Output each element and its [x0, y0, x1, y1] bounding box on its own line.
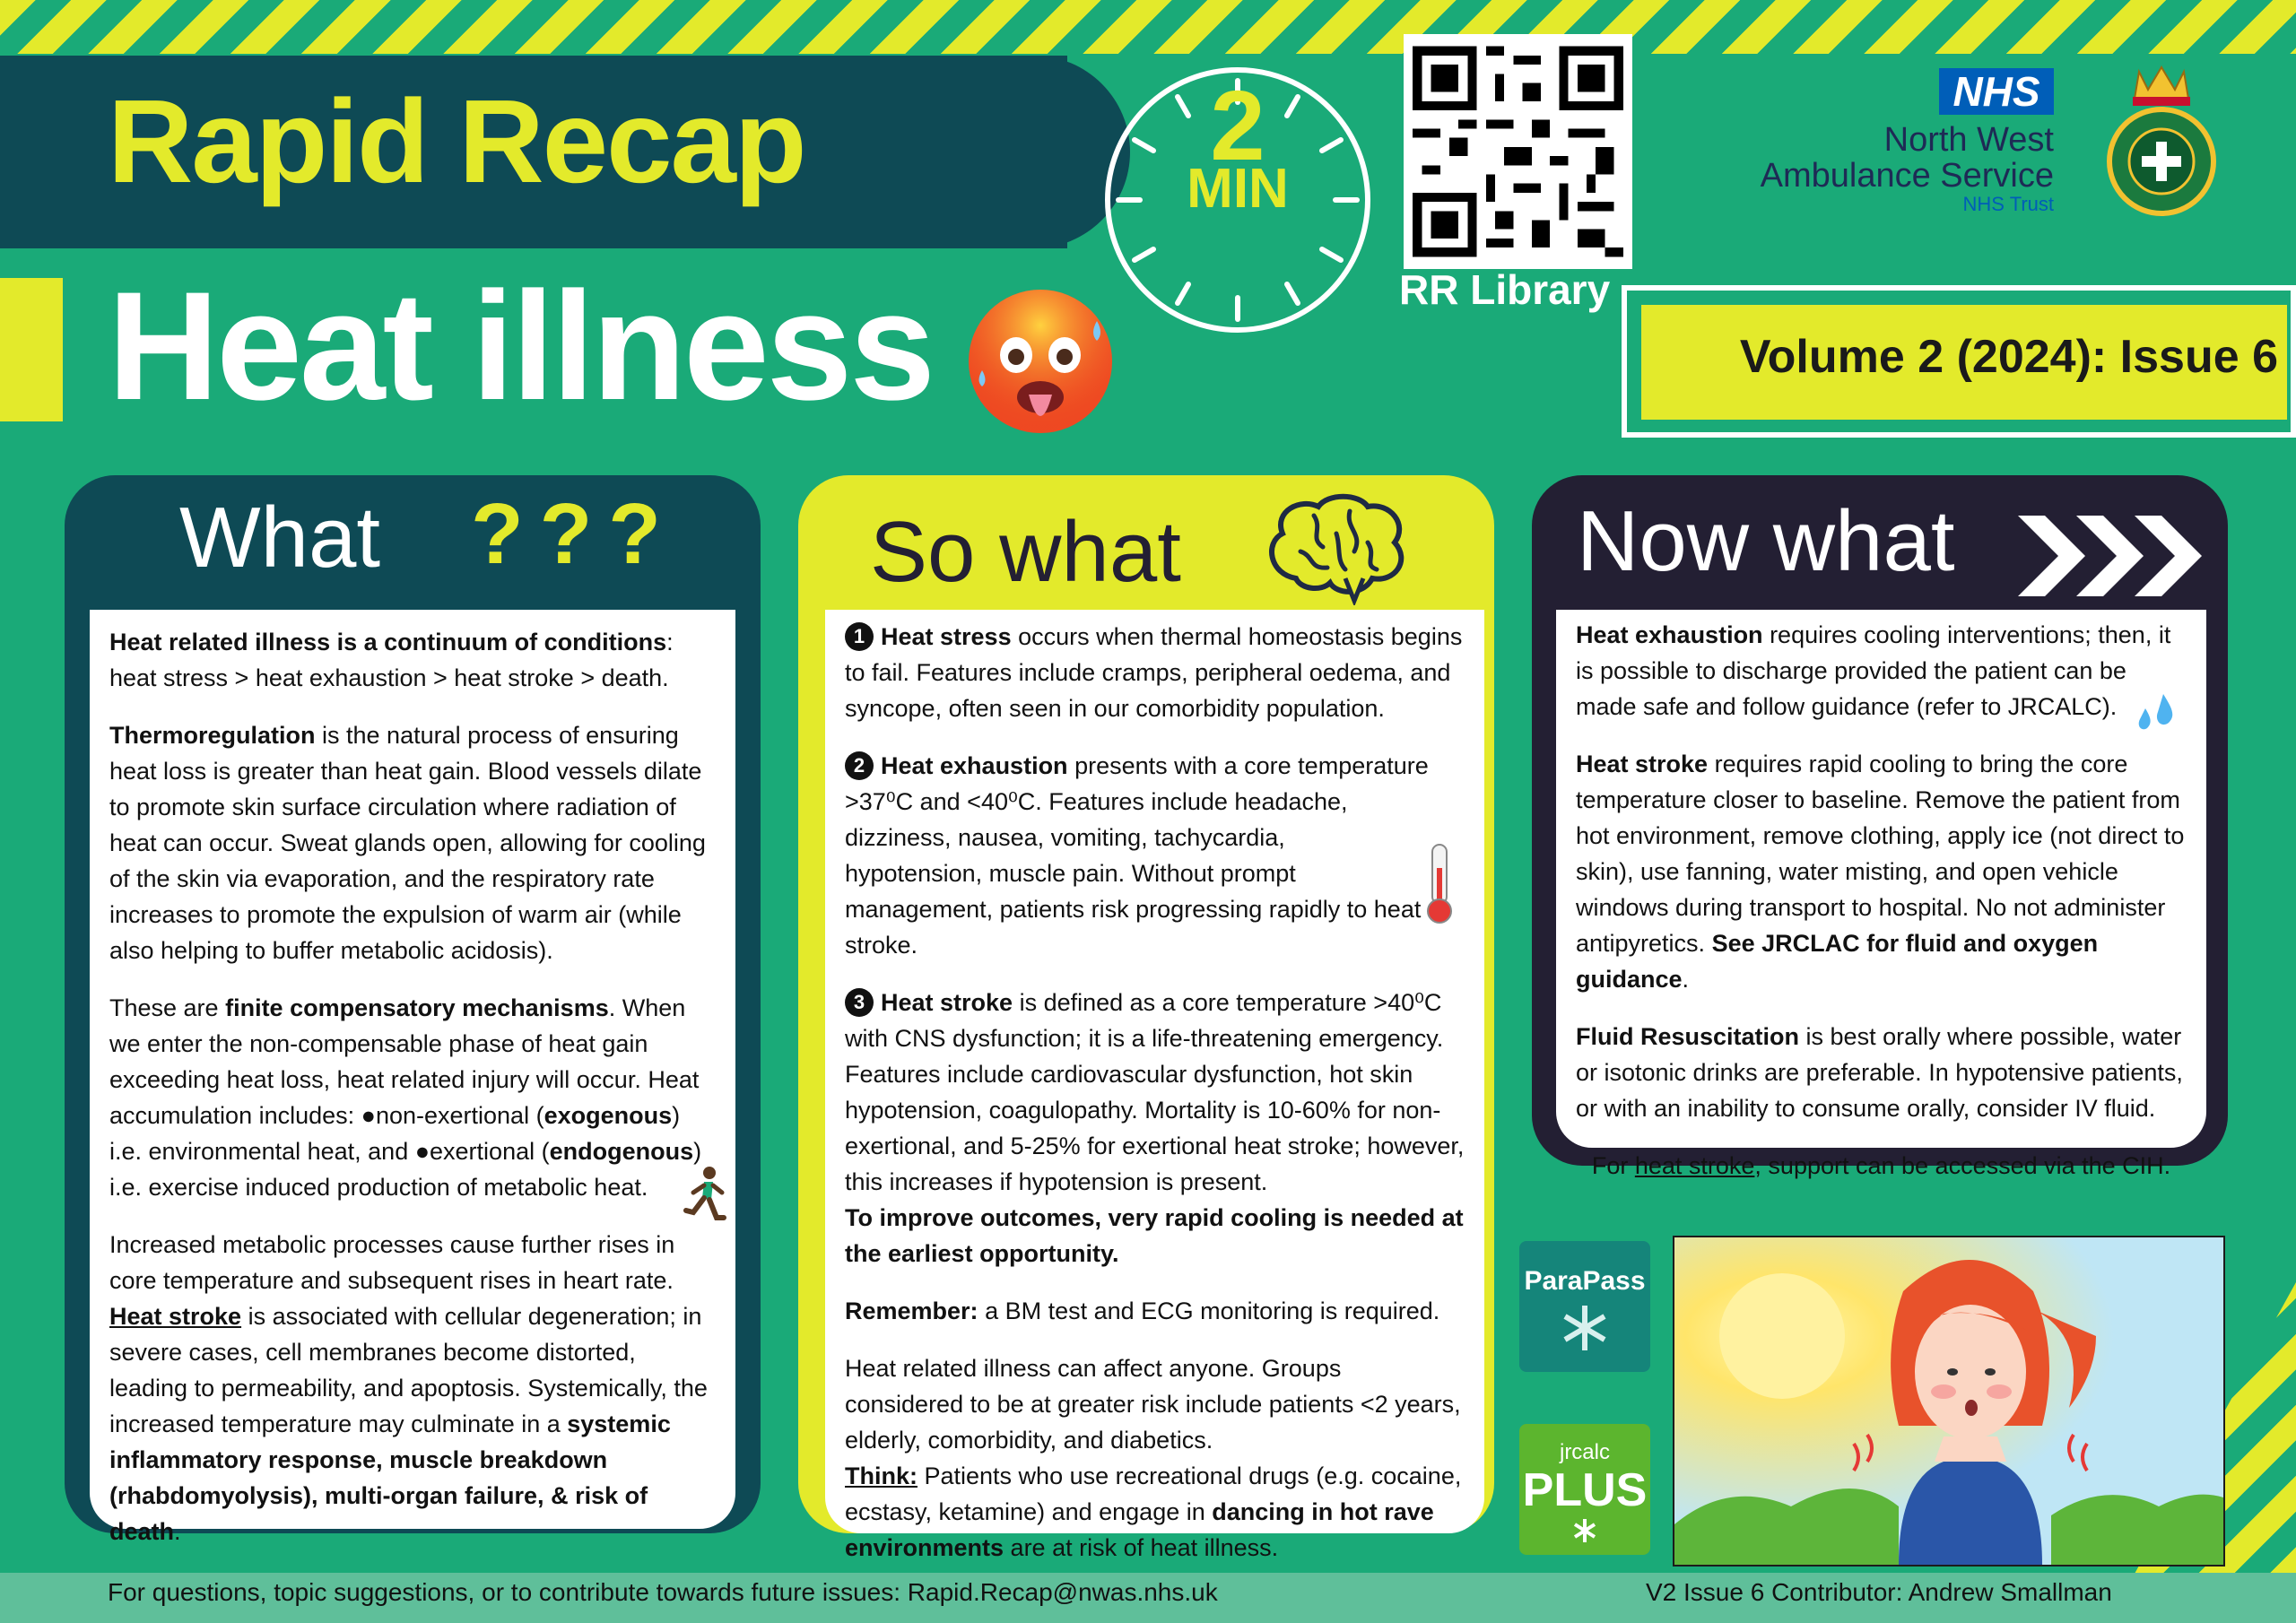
jrcalc-plus-logo[interactable] — [1519, 1424, 1650, 1555]
what-body — [90, 610, 735, 1545]
org-trust: NHS Trust — [1962, 193, 2054, 215]
runner-icon — [677, 1166, 731, 1228]
cih-para: For heat stroke, support can be accessed via the CIH. — [1591, 1152, 2171, 1179]
parapass-logo[interactable] — [1519, 1241, 1650, 1372]
number-2-icon: 2 — [845, 751, 874, 780]
number-3-icon: 3 — [845, 988, 874, 1017]
heat-illustration — [1673, 1236, 2225, 1567]
qr-caption: RR Library — [1399, 266, 1611, 313]
timer-unit: MIN — [1187, 158, 1289, 220]
volume-label: Volume 2 (2024): Issue 6 — [1739, 331, 2278, 383]
qr-code[interactable] — [1404, 34, 1632, 269]
footer-contributor: V2 Issue 6 Contributor: Andrew Smallman — [1646, 1578, 2112, 1606]
now-what-heading: Now what — [1577, 493, 1955, 589]
crest-icon — [2099, 54, 2224, 224]
now-what-body — [1556, 610, 2206, 1179]
question-marks: ??? — [471, 486, 677, 582]
what-para-3: These are finite compensatory mechanisms. When we enter the non-compensable phase of heat gain exceeding heat loss, heat related injury will occur. Heat accumulation includes: ●non-exertional (exogenous) i.e. environmental heat, and ●exertional (endogenous) i.e. exercise induced production of metabolic heat. — [109, 994, 702, 1201]
heat-stroke-link[interactable]: heat stroke — [1634, 1152, 1755, 1179]
hot-face-emoji — [964, 285, 1117, 438]
so-what-heading: So what — [870, 504, 1181, 600]
brain-icon — [1260, 489, 1413, 605]
groups-para: Heat related illness can affect anyone. Groups considered to be at greater risk include patients <2 years, elderly, comorbidity, and diabetics. Think: Patients who use recreational drugs (e.g. cocaine, ecstasy, ketamine) and engage in dancing in hot rave environments are at risk of heat illness. — [845, 1355, 1462, 1561]
nhs-logo: NHS — [1939, 68, 2054, 115]
so-what-body — [825, 610, 1484, 1561]
heat-exhaustion-para: 2 Heat exhaustion presents with a core temperature >37⁰C and <40⁰C. Features include headache, dizziness, nausea, vomiting, tachycardia, hypotension, muscle pain. Without prompt management, patients risk progressing rapidly to heat stroke. — [845, 752, 1429, 959]
page-title: Heat illness — [108, 260, 933, 432]
org-name-line1: North West — [1883, 121, 2054, 159]
number-1-icon: 1 — [845, 622, 874, 651]
footer-contact: For questions, topic suggestions, or to contribute towards future issues: Rapid.Recap@nwas.nhs.uk — [108, 1578, 1218, 1606]
star-of-life-icon — [1519, 1297, 1650, 1359]
star-of-life-icon — [1519, 1515, 1650, 1546]
timer-number: 2 — [1210, 71, 1265, 181]
remember-para: Remember: a BM test and ECG monitoring is required. — [845, 1298, 1440, 1324]
heat-stroke-action: Heat stroke requires rapid cooling to bring the core temperature closer to baseline. Remove the patient from hot environment, remove clothing, apply ice (not direct to skin), use fanning, water misting, and open vehicle windows during transport to hospital. No not administer antipyretics. See JRCLAC for fluid and oxygen guidance. — [1576, 751, 2185, 993]
top-stripes — [0, 0, 2296, 54]
qr-code-pattern — [1404, 34, 1632, 269]
droplets-icon — [2133, 690, 2183, 735]
accent-bar — [0, 278, 63, 421]
what-para-4: Increased metabolic processes cause further rises in core temperature and subsequent rises in heart rate. Heat stroke is associated with cellular degeneration; in severe cases, cell membranes become distorted, leading to permeability, and apoptosis. Systemically, the increased temperature may culminate in a systemic inflammatory response, muscle breakdown (rhabdomyolysis), multi-organ failure, & risk of death. — [109, 1231, 708, 1545]
chevrons-icon — [2018, 511, 2215, 601]
org-name-line2: Ambulance Service — [1760, 157, 2054, 195]
heat-exhaustion-action: Heat exhaustion requires cooling interventions; then, it is possible to discharge provided the patient can be made safe and follow guidance (refer to JRCALC). — [1576, 621, 2171, 720]
heat-stroke-para: 3 Heat stroke is defined as a core temperature >40⁰C with CNS dysfunction; it is a life-threatening emergency. Features include cardiovascular dysfunction, hot skin hypotension, coagulopathy. Mortality is 10-60% for non-exertional, and 5-25% for exertional heat stroke; however, this increases if hypotension is present. To improve outcomes, very rapid cooling is needed at the earliest opportunity. — [845, 989, 1465, 1267]
org-name — [1695, 122, 2054, 215]
fluid-resuscitation-para: Fluid Resuscitation is best orally where possible, water or isotonic drinks are preferable. In hypotensive patients, or with an inability to consume orally, consider IV fluid. — [1576, 1023, 2183, 1122]
jrcalc-label: jrcalc — [1559, 1440, 1610, 1464]
what-para-1: Heat related illness is a continuum of conditions: heat stress > heat exhaustion > heat stroke > death. — [109, 629, 674, 691]
plus-label: PLUS — [1522, 1464, 1648, 1516]
what-heading: What — [179, 490, 381, 586]
parapass-label: ParaPass — [1524, 1266, 1646, 1296]
what-para-2: Thermoregulation is the natural process of ensuring heat loss is greater than heat gain. Blood vessels dilate to promote skin surface circulation where radiation of heat can occur. Sweat glands open, allowing for cooling of the skin via evaporation, and the respiratory rate increases to promote the expulsion of warm air (while also helping to buffer metabolic acidosis). — [109, 722, 706, 964]
thermometer-icon — [1422, 841, 1457, 926]
series-title: Rapid Recap — [108, 75, 805, 207]
heat-stress-para: 1 Heat stress occurs when thermal homeostasis begins to fail. Features include cramps, peripheral oedema, and syncope, often seen in our comorbidity population. — [845, 623, 1463, 722]
